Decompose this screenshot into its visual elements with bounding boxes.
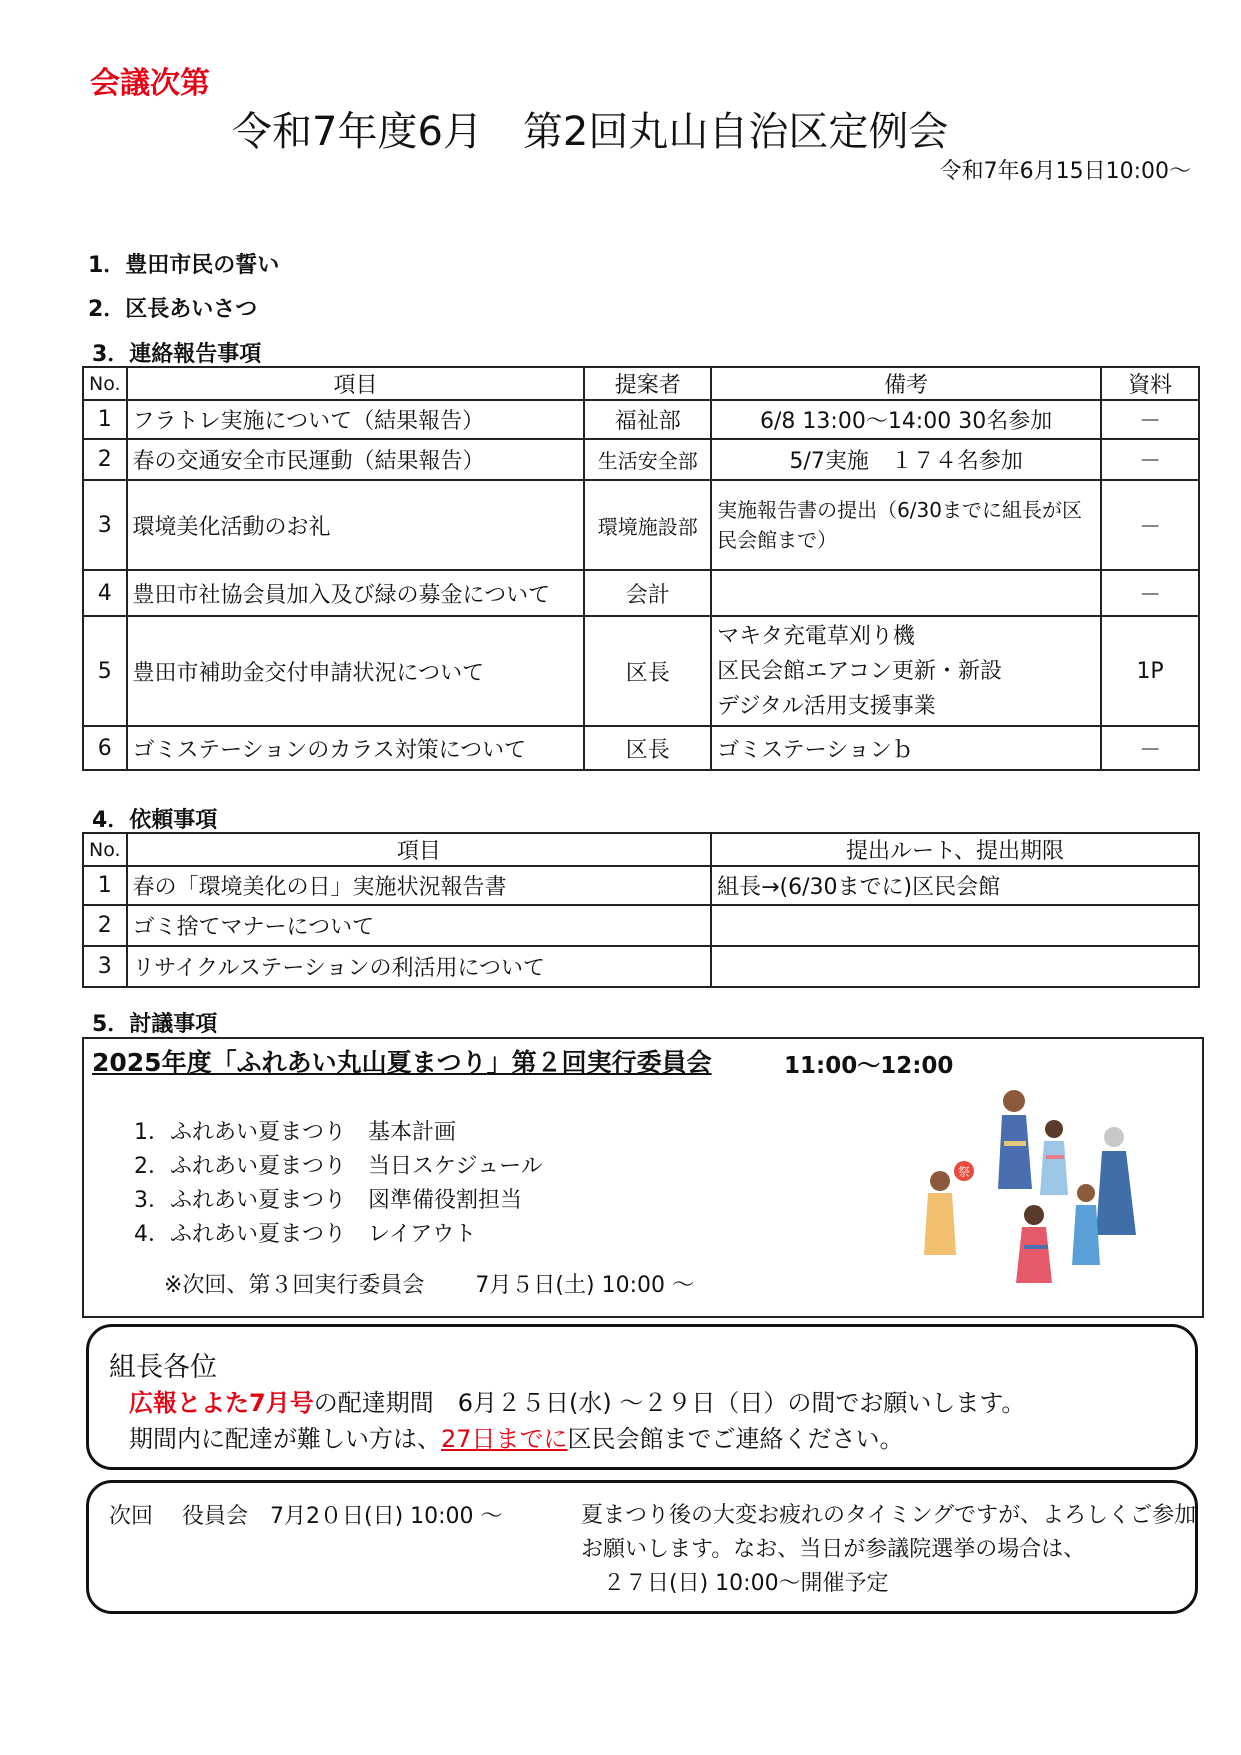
row-item: 春の交通安全市民運動（結果報告） [127,439,585,480]
notice-publication: 広報とよた7月号 [129,1389,314,1417]
note-line: マキタ充電草刈り機 [717,623,915,649]
table-row [83,616,1199,726]
row-note [711,570,1101,616]
row-proposer: 区長 [584,726,711,770]
th-no: No. [83,367,127,400]
row-material: － [1101,570,1199,616]
table-row [83,480,1199,570]
notice-deadline: 27日までに [441,1425,568,1453]
th-proposer: 提案者 [584,367,711,400]
row-note: 5/7実施 １７４名参加 [711,439,1101,480]
row-item: 春の「環境美化の日」実施状況報告書 [127,866,712,905]
th-material: 資料 [1101,367,1199,400]
notice-line-2 [129,1419,904,1454]
row-no: 4 [83,570,127,616]
note-line: お願いします。なお、当日が参議院選挙の場合は、 [581,1537,1086,1562]
discussion-item: 1．ふれあい夏まつり 基本計画 [134,1120,456,1145]
discussion-item: 4．ふれあい夏まつり レイアウト [134,1222,477,1247]
table-row [83,946,1199,987]
row-proposer: 区長 [584,616,711,726]
discussion-item: 2．ふれあい夏まつり 当日スケジュール [134,1154,543,1179]
row-route: 組長→(6/30までに)区民会館 [711,866,1199,905]
next-committee: ※次回、第３回実行委員会 7月５日(土) 10:00 ～ [164,1273,694,1298]
row-note [711,616,1101,726]
page-title: 令和7年度6月 第2回丸山自治区定例会 [232,109,949,155]
row-item: 豊田市社協会員加入及び緑の募金について [127,570,585,616]
row-material: 1P [1101,616,1199,726]
section-2: 2．区長あいさつ [88,297,258,322]
festival-people-illustration [906,1079,1154,1309]
table-row [83,726,1199,770]
table-row [83,570,1199,616]
section-5: 5．討議事項 [92,1012,218,1037]
th-item: 項目 [127,833,712,866]
table-row [83,439,1199,480]
next-meeting-note [581,1499,1196,1601]
discussion-box [82,1037,1204,1318]
th-item: 項目 [127,367,585,400]
row-material: － [1101,400,1199,439]
discussion-time: 11:00～12:00 [784,1053,954,1079]
next-meeting-box [86,1480,1198,1614]
discussion-item: 3．ふれあい夏まつり 図準備役割担当 [134,1188,522,1213]
row-no: 1 [83,400,127,439]
row-route [711,946,1199,987]
table-row [83,905,1199,946]
row-no: 2 [83,439,127,480]
festival-badge-text: 祭 [957,1165,971,1179]
request-table [82,832,1200,988]
row-no: 2 [83,905,127,946]
row-note: 6/8 13:00～14:00 30名参加 [711,400,1101,439]
row-note: 実施報告書の提出（6/30までに組長が区民会館まで） [711,480,1101,570]
row-proposer: 福祉部 [584,400,711,439]
row-item: フラトレ実施について（結果報告） [127,400,585,439]
table-row [83,866,1199,905]
section-1: 1．豊田市民の誓い [88,253,280,278]
section-3: 3．連絡報告事項 [92,342,262,367]
notice-text: 区民会館までご連絡ください。 [567,1425,904,1453]
row-no: 1 [83,866,127,905]
row-item: ゴミステーションのカラス対策について [127,726,585,770]
row-no: 5 [83,616,127,726]
agenda-label: 会議次第 [90,66,210,101]
row-note: ゴミステーションｂ [711,726,1101,770]
th-no: No. [83,833,127,866]
note-line: デジタル活用支援事業 [717,693,936,719]
row-material: － [1101,480,1199,570]
row-proposer: 環境施設部 [584,480,711,570]
row-item: ゴミ捨てマナーについて [127,905,712,946]
notice-box [86,1324,1198,1470]
th-note: 備考 [711,367,1101,400]
note-line: 区民会館エアコン更新・新設 [717,658,1002,684]
notice-period: の配達期間 6月２５日(水) ～２９日（日）の間でお願いします。 [313,1389,1026,1417]
row-material: － [1101,726,1199,770]
meeting-datetime: 令和7年6月15日10:00～ [939,159,1191,184]
notice-heading: 組長各位 [109,1352,217,1383]
row-material: － [1101,439,1199,480]
discussion-title: 2025年度「ふれあい丸山夏まつり」第２回実行委員会 [92,1048,712,1077]
row-item: リサイクルステーションの利活用について [127,946,712,987]
row-item: 豊田市補助金交付申請状況について [127,616,585,726]
notice-line-1 [129,1383,1025,1418]
row-no: 3 [83,480,127,570]
th-route: 提出ルート、提出期限 [711,833,1199,866]
row-proposer: 生活安全部 [584,439,711,480]
report-table [82,366,1200,771]
table-row [83,400,1199,439]
note-line: 夏まつり後の大変お疲れのタイミングですが、よろしくご参加 [581,1503,1197,1528]
row-no: 3 [83,946,127,987]
next-meeting-info: 次回 役員会 7月2０日(日) 10:00 ～ [109,1504,503,1529]
row-no: 6 [83,726,127,770]
row-item: 環境美化活動のお礼 [127,480,585,570]
note-line: ２７日(日) 10:00～開催予定 [581,1571,889,1596]
section-4: 4．依頼事項 [92,808,218,833]
row-route [711,905,1199,946]
row-proposer: 会計 [584,570,711,616]
notice-text: 期間内に配達が難しい方は、 [129,1425,441,1453]
